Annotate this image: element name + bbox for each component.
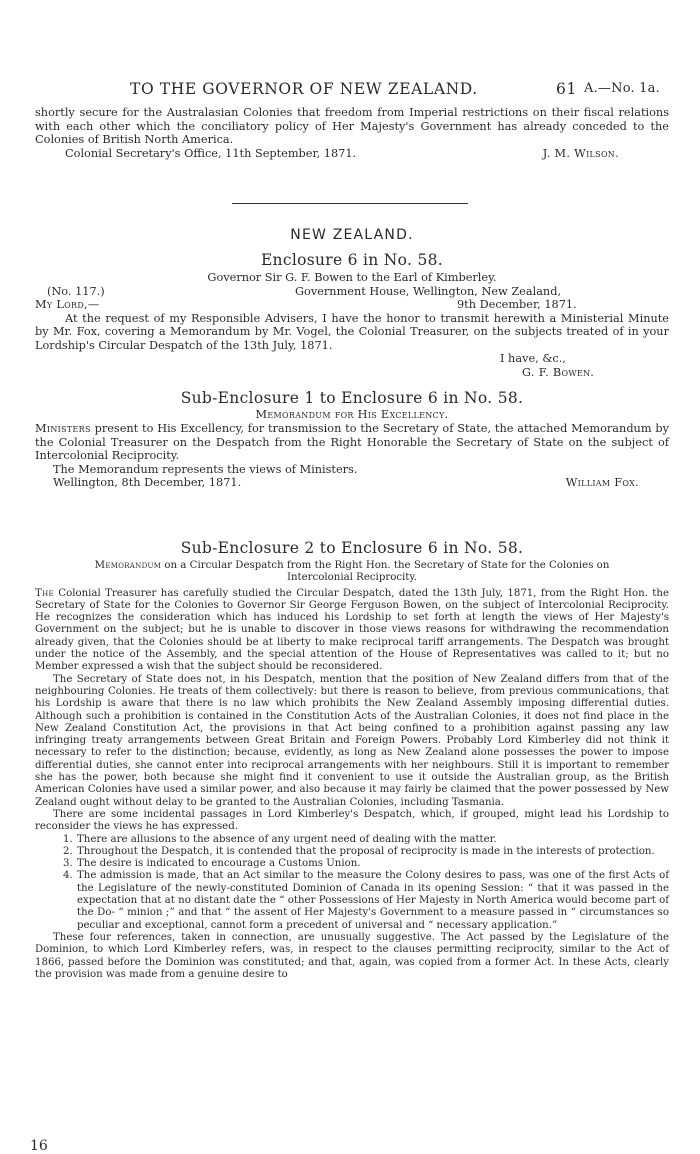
enclosure-body: At the request of my Responsible Advisers, I have the honor to transmit herewith a Ministerial Minute by Mr. Fox, covering a Memorandum by Mr. Vogel, the Colonial Treasurer, on the subjects treated of in your Lordship's Circular Despatch of the 13th July, 1871. bbox=[35, 311, 669, 352]
running-title: TO THE GOVERNOR OF NEW ZEALAND. bbox=[130, 80, 478, 98]
section-divider bbox=[232, 203, 468, 204]
sub1-para2: The Memorandum represents the views of Ministers. bbox=[53, 462, 358, 476]
intro-paragraph: shortly secure for the Australasian Colonies that freedom from Imperial restrictions on their fiscal relations with each other which the conciliatory policy of Her Majesty's Government has already conceded to the Colonies of British North America. bbox=[35, 106, 669, 146]
signature-mark: 16 bbox=[30, 1138, 48, 1154]
sub2-heading-line2: Intercolonial Reciprocity. bbox=[286, 572, 418, 584]
sub2-heading-lead: Memorandum bbox=[94, 560, 162, 571]
sub2-p1-text: Colonial Treasurer has carefully studied the Circular Despatch, dated the 13th July, 1871, from the Right Hon. the Secretary of State for the Colonies to Governor Sir George Ferguson Bowen, on the subject of Intercolonial Reciprocity. He recognizes the consideration which has induced his Lordship to set forth at length the views of Her Majesty's Government on the subject; but he is unable to discover in those views reasons for withdrawing the recommendation already given, that the Colonies should be at liberty to make reciprocal tariff arrangements. The Despatch was brought under the notice of the Assembly, and the special attention of the House of Representatives was called to it; but no Member expressed a wish that the subject should be reconsidered. bbox=[35, 587, 669, 673]
enclosure-from-to: Governor Sir G. F. Bowen to the Earl of Kimberley. bbox=[207, 271, 497, 284]
sub-enclosure-2 bbox=[35, 539, 669, 981]
enclosure-signature: G. F. Bowen. bbox=[522, 365, 595, 379]
intro-place-date: Colonial Secretary's Office, 11th September, 1871. bbox=[65, 146, 357, 160]
intro-signature: J. M. Wilson. bbox=[542, 146, 619, 160]
list-item bbox=[63, 834, 669, 846]
enclosure-closing: I have, &c., bbox=[500, 352, 566, 365]
list-item bbox=[63, 858, 669, 870]
sub-enclosure-1 bbox=[35, 389, 669, 490]
sub2-paragraph-2: The Secretary of State does not, in his Despatch, mention that the position of New Zealand differs from that of the neighbouring Colonies. He treats of them collectively: but there is reason to believe, from previous communications, that his Lordship is aware that there is no law which prohibits the New Zealand Assembly imposing differential duties. Although such a prohibition is contained in the Constitution Acts of the Australian Colonies, it does not find place in the New Zealand Constitution Act, the provisions in that Act being confined to a prohibition against passing any law infringing treaty arrangements between Great Britain and Foreign Powers. Probably Lord Kimberley did not think it necessary to refer to the distinction; because, evidently, as long as New Zealand alone possesses the power to impose differential duties, she cannot enter into reciprocal arrangements with her neighbours. Still it is important to remember she has the power, both because she might find it convenient to use it outside the Australian group, as the British American Colonies have used a similar power, and also because it may fairly be claimed that the power possessed by New Zealand ought without delay to be granted to the Australian Colonies, including Tasmania. bbox=[35, 673, 669, 808]
sub2-paragraph-1 bbox=[35, 588, 669, 674]
salutation: My Lord,— bbox=[35, 298, 100, 311]
enclosure-section bbox=[35, 227, 669, 379]
list-item bbox=[63, 870, 669, 931]
sub1-signature: William Fox. bbox=[565, 476, 639, 489]
sub1-subtitle: Memorandum for His Excellency. bbox=[255, 408, 449, 421]
sub2-paragraph-3: There are some incidental passages in Lord Kimberley's Despatch, which, if grouped, might lead his Lordship to reconsider the views he has expressed. bbox=[35, 808, 669, 833]
page-number: 61 bbox=[556, 80, 577, 98]
list-item-number: 2. bbox=[63, 845, 73, 857]
sub2-numbered-list bbox=[35, 834, 669, 932]
enclosure-salutation-row bbox=[35, 298, 669, 312]
sub1-body-lead: Ministers bbox=[35, 422, 91, 435]
sub2-p1-lead: The bbox=[35, 587, 54, 599]
list-item-text: The admission is made, that an Act similar to the measure the Colony desires to pass, was one of the first Acts of the Legislature of the newly-constituted Dominion of Canada in its opening Session: “ that it was passed in the expectation that at no distant date the “ other Possessions of Her Majesty in North America would become part of the Do- “ minion ;” and that “ the assent of Her Majesty's Government to a measure passed in “ circumstances so peculiar and exceptional, cannot form a precedent of universal and “ necessary application.” bbox=[77, 870, 669, 931]
enclosure-country: NEW ZEALAND. bbox=[290, 227, 414, 243]
intro-section bbox=[35, 106, 669, 160]
sub1-title: Sub-Enclosure 1 to Enclosure 6 in No. 58. bbox=[180, 389, 524, 407]
sub2-heading-line1 bbox=[35, 560, 669, 572]
sub2-paragraph-4: These four references, taken in connection, are unusually suggestive. The Act passed by the Legislature of the Dominion, to which Lord Kimberley refers, was, in respect to the clauses permitting reciprocity, similar to the Act of 1866, passed before the Dominion was constituted; and that, again, was copied from a former Act. In these Acts, clearly the provision was made from a genuine desire to bbox=[35, 931, 669, 980]
despatch-number: (No. 117.) bbox=[47, 284, 105, 298]
sub1-place-date: Wellington, 8th December, 1871. bbox=[53, 476, 242, 489]
list-item-text: The desire is indicated to encourage a Customs Union. bbox=[77, 858, 361, 870]
list-item-number: 3. bbox=[63, 858, 73, 870]
list-item-text: Throughout the Despatch, it is contended that the proposal of reciprocity is made in the interests of protection. bbox=[77, 845, 655, 857]
sub2-heading-text: on a Circular Despatch from the Right Hon. the Secretary of State for the Colonies on bbox=[161, 560, 610, 571]
list-item-text: There are allusions to the absence of any urgent need of dealing with the matter. bbox=[77, 833, 497, 845]
list-item-number: 1. bbox=[63, 833, 73, 845]
intro-signoff bbox=[35, 147, 669, 161]
sub1-body-text: present to His Excellency, for transmission to the Secretary of State, the attached Memorandum by the Colonial Treasurer on the Despatch from the Right Honorable the Secretary of State on the subject of Intercolonial Reciprocity. bbox=[35, 422, 669, 462]
list-item-number: 4. bbox=[63, 870, 73, 882]
sub1-signoff bbox=[35, 476, 669, 490]
enclosure-number-row bbox=[35, 285, 669, 299]
list-item bbox=[63, 846, 669, 858]
sub1-body bbox=[35, 422, 669, 463]
despatch-date: 9th December, 1871. bbox=[457, 298, 577, 311]
sub2-title: Sub-Enclosure 2 to Enclosure 6 in No. 58. bbox=[180, 539, 524, 557]
sub2-heading bbox=[35, 560, 669, 585]
page-header bbox=[0, 80, 665, 100]
despatch-address: Government House, Wellington, New Zealand, bbox=[295, 284, 562, 298]
paper-reference: A.—No. 1a. bbox=[584, 81, 660, 96]
enclosure-title: Enclosure 6 in No. 58. bbox=[260, 251, 444, 269]
